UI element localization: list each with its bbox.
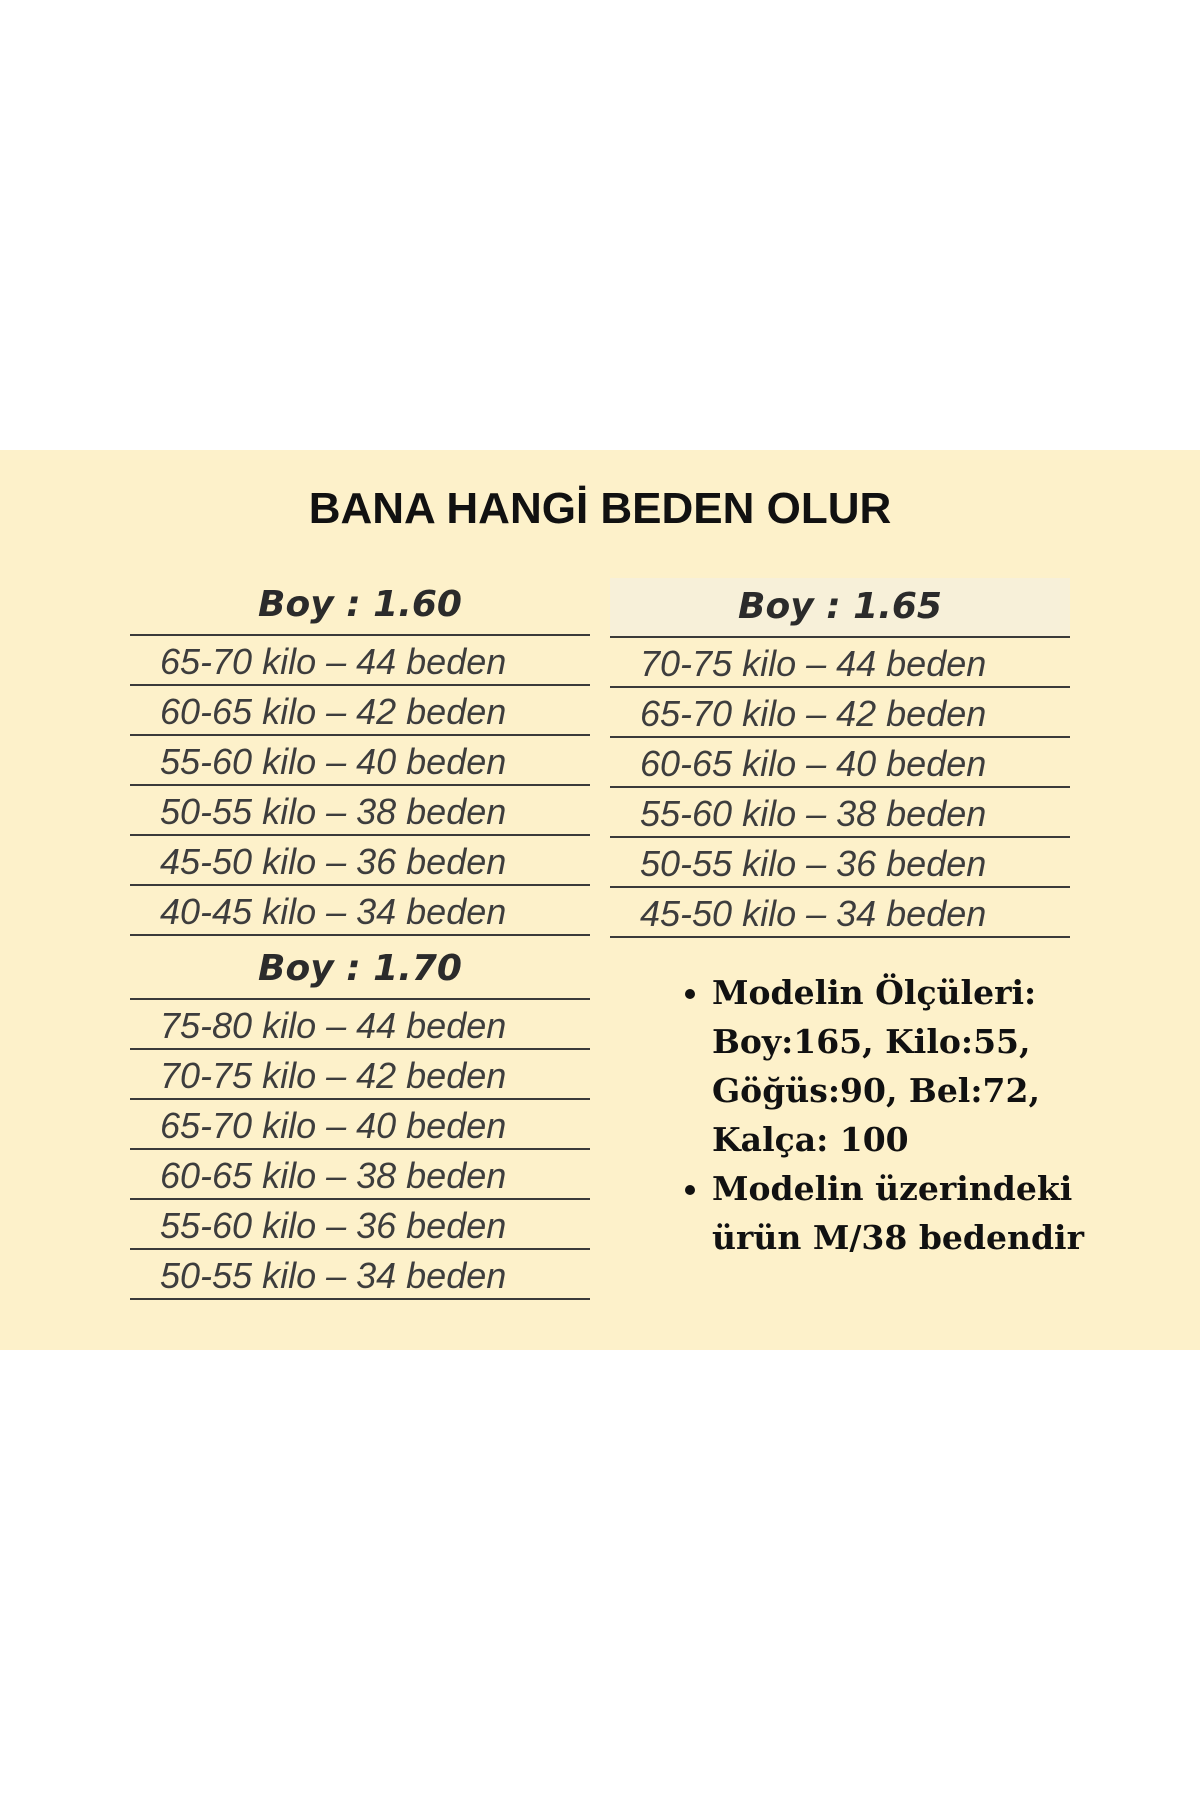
note-model-size: • Modelin üzerindeki ürün M/38 bedendir [712,1164,1150,1262]
table-row: 60-65 kilo – 40 beden [610,738,1070,788]
table-header: Boy : 1.70 [130,940,590,1000]
notes-list [680,968,1150,1262]
model-measurements-notes [680,968,1150,1262]
table-row: 50-55 kilo – 36 beden [610,838,1070,888]
table-row: 50-55 kilo – 38 beden [130,786,590,836]
table-row: 55-60 kilo – 38 beden [610,788,1070,838]
size-table-170 [130,940,590,1300]
table-header: Boy : 1.60 [130,576,590,636]
table-row: 65-70 kilo – 42 beden [610,688,1070,738]
table-row: 40-45 kilo – 34 beden [130,886,590,936]
table-row: 65-70 kilo – 40 beden [130,1100,590,1150]
page-title: BANA HANGİ BEDEN OLUR [308,484,892,533]
table-row: 65-70 kilo – 44 beden [130,636,590,686]
table-row: 45-50 kilo – 34 beden [610,888,1070,938]
table-row: 70-75 kilo – 42 beden [130,1050,590,1100]
table-row: 70-75 kilo – 44 beden [610,638,1070,688]
table-row: 60-65 kilo – 38 beden [130,1150,590,1200]
table-row: 55-60 kilo – 40 beden [130,736,590,786]
table-header: Boy : 1.65 [610,578,1070,638]
size-table-165 [610,578,1070,938]
table-row: 55-60 kilo – 36 beden [130,1200,590,1250]
table-row: 60-65 kilo – 42 beden [130,686,590,736]
table-row: 75-80 kilo – 44 beden [130,1000,590,1050]
note-model-measurements: • Modelin Ölçüleri: Boy:165, Kilo:55, Göğüs:90, Bel:72, Kalça: 100 [712,968,1150,1164]
size-table-160 [130,576,590,936]
table-row: 45-50 kilo – 36 beden [130,836,590,886]
table-row: 50-55 kilo – 34 beden [130,1250,590,1300]
